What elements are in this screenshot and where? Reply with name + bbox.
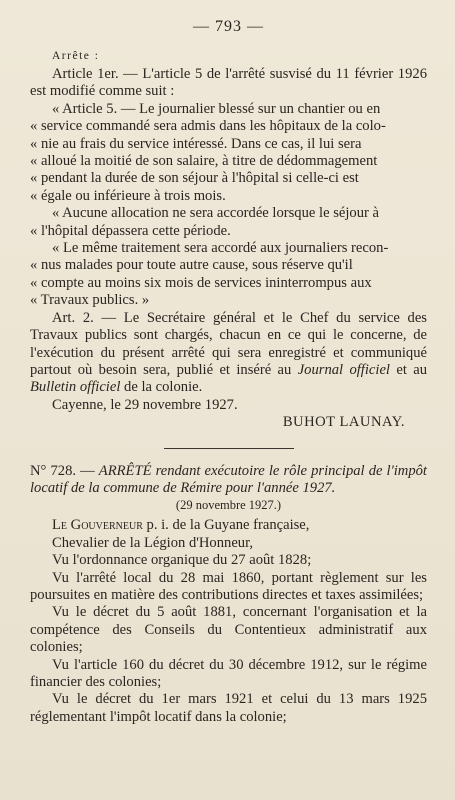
quote-line: « service commandé sera admis dans les hôpitaux de la colo- [30, 118, 386, 135]
quote-line: « nus malades pour toute autre cause, sous réserve qu'il [30, 257, 353, 274]
quote-line: « alloué la moitié de son salaire, à titre de dédommagement [30, 153, 378, 170]
bulletin-officiel-title: Bulletin officiel [30, 379, 121, 396]
article-2-text: Art. 2. — Le Secrétaire général et le Chef du service des Travaux publics sont chargés, chacun en ce qui le concerne, de l'exécution du présent arrêté qui sera enregistré et communiqué partout où besoin sera, publié et inséré au [30, 309, 427, 378]
gouverneur-title: Le Gouverneur [52, 517, 143, 534]
quote-line: « pendant la durée de son séjour à l'hôpital si celle-ci est [30, 170, 359, 187]
decree-title [30, 463, 427, 498]
place-date: Cayenne, le 29 novembre 1927. [52, 396, 238, 413]
page-number: — 793 — [193, 18, 264, 35]
quote-line: « Travaux publics. » [30, 292, 150, 309]
gouverneur-line [30, 517, 427, 534]
journal-officiel-title: Journal officiel [297, 361, 390, 378]
decree-number: N° 728. — [30, 462, 99, 479]
quote-line: « Article 5. — Le journalier blessé sur un chantier ou en [52, 100, 381, 117]
quote-line: « nie au frais du service intéressé. Dans ce cas, il lui sera [30, 135, 362, 152]
quote-line: « compte au moins six mois de services ininterrompus aux [30, 274, 372, 291]
article-2-end: de la colonie. [120, 379, 203, 396]
decree-title-text: ARRÊTÉ rendant exécutoire le rôle principal de l'impôt locatif de la commune de Rémire pour l'année 1927. [30, 462, 427, 496]
considerant: Vu l'arrêté local du 28 mai 1860, portant règlement sur les poursuites en matière des contributions directes et taxes assimilées; [30, 569, 427, 603]
considerant: Vu le décret du 5 août 1881, concernant l'organisation et la compétence des Conseils du Contentieux administratif aux colonies; [30, 604, 427, 656]
arrete-heading: Arrête : [52, 50, 100, 62]
decree-date: (29 novembre 1927.) [175, 498, 282, 513]
quote-line: « l'hôpital dépassera cette période. [30, 222, 231, 239]
article-1-paragraph: Article 1er. — L'article 5 de l'arrêté susvisé du 11 février 1926 est modifié comme suit : [30, 66, 427, 100]
article-5-quote [30, 101, 427, 205]
considerant: Vu l'ordonnance organique du 27 août 1828; [52, 552, 312, 569]
considerant: Vu le décret du 1er mars 1921 et celui du 13 mars 1925 réglementant l'impôt locatif dans la colonie; [30, 691, 427, 725]
article-2-paragraph [30, 310, 427, 397]
aucune-allocation-quote [30, 205, 427, 240]
chevalier-line: Chevalier de la Légion d'Honneur, [52, 534, 254, 551]
quote-line: « Aucune allocation ne sera accordée lorsque le séjour à [52, 205, 379, 222]
signature: BUHOT LAUNAY. [282, 414, 405, 431]
quote-line: « Le même traitement sera accordé aux journaliers recon- [52, 240, 389, 257]
considerant: Vu l'article 160 du décret du 30 décembre 1912, sur le régime financier des colonies; [30, 656, 427, 690]
quote-line: « égale ou inférieure à trois mois. [30, 187, 226, 204]
meme-traitement-quote [30, 240, 427, 310]
gouverneur-rest: p. i. de la Guyane française, [142, 517, 310, 534]
article-2-and: et au [389, 361, 428, 378]
section-divider [164, 448, 294, 449]
